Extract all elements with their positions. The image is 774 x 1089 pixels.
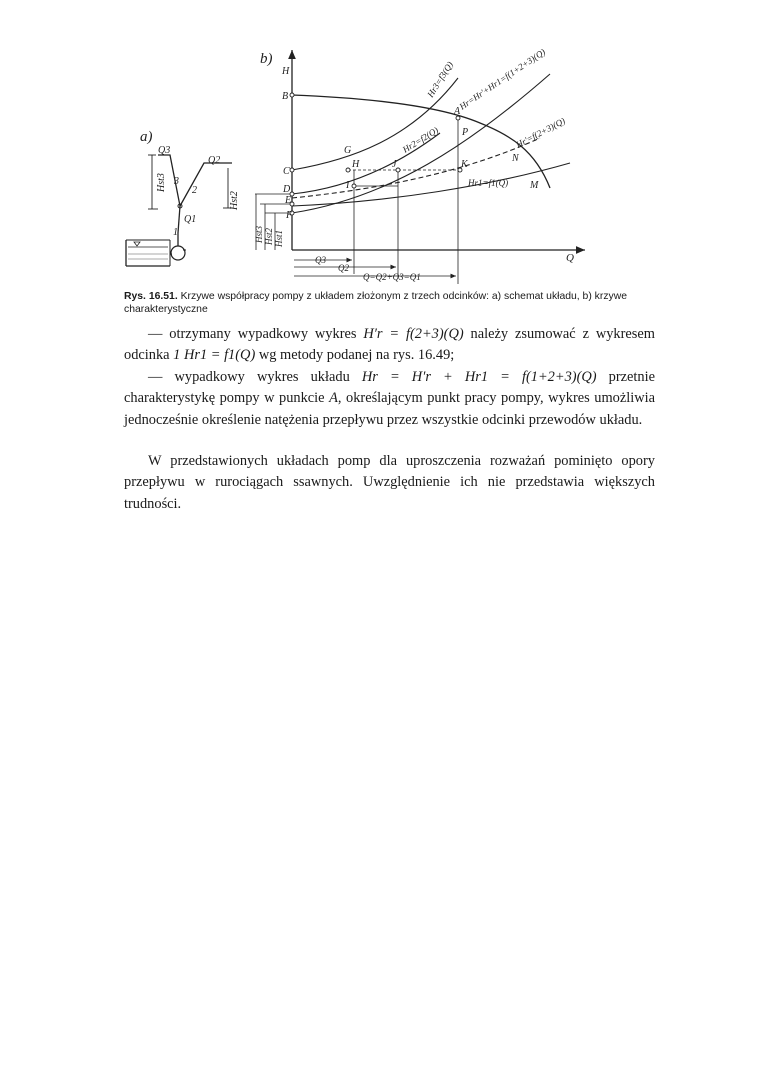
- paragraph-3: [124, 451, 655, 515]
- pipe-segment-1: [178, 206, 180, 233]
- point-m-label: M: [530, 180, 539, 191]
- curve-hr1-label: Hr1=f1(Q): [468, 178, 509, 188]
- p1-text-a: — otrzymany wypadkowy wykres: [148, 326, 364, 342]
- chart-b: [254, 47, 585, 284]
- caption-label: Rys. 16.51.: [124, 291, 178, 302]
- reservoir-tank: [126, 240, 170, 266]
- point-p-label: P: [462, 127, 469, 138]
- curve-hr-combined-label: Hr=Hr'+Hr1=f(1+2+3)(Q): [457, 46, 548, 112]
- schematic-seg2-label: 2: [192, 185, 197, 196]
- schematic-q3-label: Q3: [158, 145, 171, 156]
- schematic-a: [126, 129, 240, 266]
- schematic-q2-label: Q2: [208, 155, 221, 166]
- point-g-label: G: [344, 145, 352, 156]
- point-f-label: F: [286, 210, 293, 221]
- pump-icon: [171, 246, 185, 260]
- p1-formula-1: H′r = f(2+3)(Q): [363, 326, 464, 342]
- curve-hr1: [292, 163, 570, 206]
- panel-label-a: a): [140, 129, 153, 145]
- p3-text: W przedstawionych układach pomp dla uproszczenia rozważań pominięto opory przepływu w rurociągach ssawnych. Uwzględnienie ich nie przedstawia większych trudności.: [124, 453, 655, 512]
- q-axis-label: Q: [566, 252, 574, 264]
- chart-q2-label: Q2: [338, 263, 349, 273]
- paragraph-1: [124, 324, 655, 367]
- curve-hr3-label: Hr3=f3(Q): [425, 59, 455, 100]
- figure-caption: [124, 291, 660, 316]
- schematic-seg1-label: 1: [173, 227, 178, 238]
- paragraph-2: [124, 367, 655, 431]
- p2-text-b: przetnie charakterystykę pompy w punkcie: [124, 369, 655, 407]
- point-b-label: B: [282, 91, 289, 102]
- water-level-icon: [134, 242, 140, 246]
- point-c-label: C: [283, 166, 290, 177]
- figure-svg: [110, 38, 590, 290]
- chart-q3-label: Q3: [315, 255, 326, 265]
- pipe-segment-2: [180, 163, 232, 206]
- p1-formula-2: Hr1 = f1(Q): [183, 347, 256, 364]
- p2-text-a: — wypadkowy wykres układu: [148, 369, 362, 385]
- h-axis-label: H: [282, 66, 290, 77]
- p2-point-a: A: [329, 390, 338, 407]
- point-n-label: N: [512, 153, 519, 164]
- point-a-label: A: [454, 106, 461, 117]
- chart-hst3-label: Hst3: [254, 225, 264, 243]
- point-k-label: K: [461, 159, 468, 170]
- schematic-hst2-label: Hst2: [229, 191, 240, 210]
- chart-hst2-label: Hst2: [264, 227, 274, 245]
- schematic-q1-label: Q1: [184, 214, 197, 225]
- curve-hr2-label: Hr2=f2(Q): [400, 124, 441, 155]
- chart-hst1-label: Hst1: [274, 229, 284, 247]
- point-d-label: D: [283, 184, 291, 195]
- figure-16-51: [110, 38, 590, 290]
- caption-text: Krzywe współpracy pompy z układem złożonym z trzech odcinków: a) schemat układu, b) krzywe charakterystyczne: [124, 291, 628, 315]
- p1-text-b: należy zsumować z wykresem odcinka: [124, 326, 655, 364]
- p1-text-c: wg metody podanej na rys. 16.49;: [255, 347, 455, 364]
- schematic-hst3-label: Hst3: [156, 173, 167, 192]
- point-j-label: J: [392, 159, 397, 170]
- panel-label-b: b): [260, 51, 273, 67]
- point-h-label: H: [352, 159, 360, 170]
- point-e-label: E: [285, 195, 292, 206]
- p2-text-c: , określającym punkt pracy pompy, wykres umożliwia jednocześnie określenie natężenia przepływu przez wszystkie odcinki przewodów układu.: [124, 390, 655, 428]
- point-i-label: I: [346, 180, 350, 191]
- chart-q-total-label: Q=Q2+Q3=Q1: [363, 272, 421, 282]
- p2-formula: Hr = H′r + Hr1 = f(1+2+3)(Q): [361, 369, 597, 385]
- p1-segment-number: 1: [173, 347, 181, 364]
- schematic-seg3-label: 3: [174, 176, 179, 187]
- curve-hr-prime-label: Hr'=f(2+3)(Q): [514, 115, 567, 150]
